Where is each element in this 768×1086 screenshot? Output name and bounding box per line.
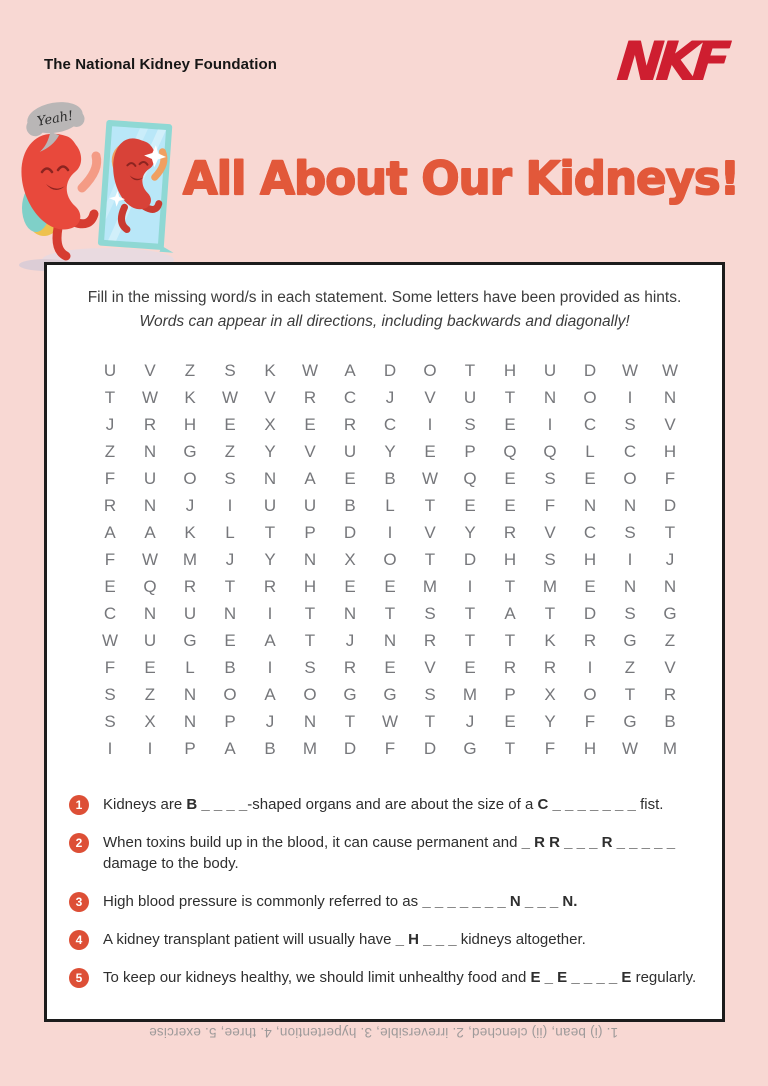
word-search-letter: T [504, 577, 516, 596]
word-search-letter: E [424, 442, 436, 461]
word-search-letter: E [344, 577, 356, 596]
word-search-letter: Y [464, 523, 476, 542]
word-search-letter: J [465, 712, 475, 731]
word-search-letter: T [264, 523, 276, 542]
word-search-letter: B [664, 712, 676, 731]
word-search-letter: T [424, 550, 436, 569]
word-search-letter: N [183, 712, 197, 731]
word-search-letter: S [544, 550, 556, 569]
word-search-letter: Z [224, 442, 236, 461]
word-search-letter: J [105, 415, 115, 434]
word-search-letter: C [583, 415, 597, 434]
word-search-letter: G [343, 685, 357, 704]
word-search-letter: R [143, 415, 157, 434]
statement-text: When toxins build up in the blood, it can cause permanent and _ R R _ _ _ R _ _ _ _ _ damage to the body. [103, 834, 676, 872]
word-search-letter: C [103, 604, 117, 623]
word-search-letter: G [663, 604, 677, 623]
word-search-letter: M [542, 577, 558, 596]
word-search-letter: N [303, 712, 317, 731]
word-search-letter: E [464, 658, 476, 677]
word-search-letter: U [143, 631, 157, 650]
word-search-letter: M [182, 550, 198, 569]
word-search-row [90, 546, 690, 573]
word-search-letter: H [583, 550, 597, 569]
word-search-letter: H [663, 442, 677, 461]
word-search-letter: S [424, 685, 436, 704]
word-search-letter: Y [264, 550, 276, 569]
word-search-letter: E [464, 496, 476, 515]
word-search-letter: D [383, 361, 397, 380]
word-search-letter: H [303, 577, 317, 596]
word-search-letter: V [144, 361, 156, 380]
page-title: All About Our Kidneys! [182, 152, 740, 205]
word-search-letter: N [663, 577, 677, 596]
word-search-letter: Q [543, 442, 557, 461]
word-search-letter: P [224, 712, 236, 731]
word-search-row [90, 600, 690, 627]
word-search-letter: P [304, 523, 316, 542]
word-search-letter: D [463, 550, 477, 569]
word-search-letter: N [143, 496, 157, 515]
word-search-letter: X [344, 550, 356, 569]
word-search-letter: V [424, 523, 436, 542]
word-search-letter: W [141, 388, 159, 407]
word-search-letter: T [344, 712, 356, 731]
statement-text: High blood pressure is commonly referred to as _ _ _ _ _ _ _ N _ _ _ N. [103, 893, 578, 910]
word-search-letter: U [183, 604, 197, 623]
statement-item [69, 967, 698, 988]
word-search-letter: G [463, 739, 477, 758]
word-search-letter: W [381, 712, 399, 731]
word-search-letter: I [547, 415, 553, 434]
word-search-row [90, 708, 690, 735]
word-search-letter: T [504, 739, 516, 758]
kidney-character [21, 134, 96, 256]
statement-item [69, 832, 698, 874]
word-search-letter: Z [664, 631, 676, 650]
word-search-letter: G [383, 685, 397, 704]
word-search-letter: S [624, 415, 636, 434]
word-search-letter: U [103, 361, 117, 380]
word-search-letter: E [224, 415, 236, 434]
word-search-letter: I [227, 496, 233, 515]
word-search-letter: R [663, 685, 677, 704]
word-search-letter: J [345, 631, 355, 650]
word-search-letter: E [384, 577, 396, 596]
word-search-letter: T [104, 388, 116, 407]
word-search-letter: X [144, 712, 156, 731]
word-search-letter: Y [264, 442, 276, 461]
answer-key [0, 1024, 768, 1042]
word-search-letter: I [387, 523, 393, 542]
word-search-letter: T [464, 361, 476, 380]
word-search-row [90, 519, 690, 546]
word-search-letter: L [185, 658, 195, 677]
word-search-letter: H [583, 739, 597, 758]
word-search-letter: N [383, 631, 397, 650]
word-search-letter: T [504, 388, 516, 407]
word-search-letter: N [223, 604, 237, 623]
word-search-letter: Q [463, 469, 477, 488]
word-search-letter: R [343, 415, 357, 434]
word-search-letter: R [503, 658, 517, 677]
word-search-letter: R [583, 631, 597, 650]
word-search-letter: L [385, 496, 395, 515]
word-search-letter: E [344, 469, 356, 488]
word-search-letter: E [504, 496, 516, 515]
word-search-letter: T [664, 523, 676, 542]
word-search-letter: P [464, 442, 476, 461]
word-search-letter: L [225, 523, 235, 542]
word-search-letter: E [584, 577, 596, 596]
word-search-letter: V [544, 523, 556, 542]
word-search-letter: A [264, 685, 276, 704]
word-search-letter: N [583, 496, 597, 515]
word-search-letter: V [664, 415, 676, 434]
word-search-letter: V [424, 658, 436, 677]
word-search-letter: F [104, 469, 116, 488]
word-search-letter: R [503, 523, 517, 542]
word-search-letter: A [224, 739, 236, 758]
word-search-letter: R [303, 388, 317, 407]
word-search-letter: E [224, 631, 236, 650]
word-search-letter: O [303, 685, 317, 704]
word-search-letter: D [663, 496, 677, 515]
word-search-letter: J [265, 712, 275, 731]
word-search-letter: F [664, 469, 676, 488]
word-search-letter: J [225, 550, 235, 569]
word-search-letter: D [583, 604, 597, 623]
word-search-letter: P [504, 685, 516, 704]
word-search-letter: G [183, 631, 197, 650]
word-search-letter: L [585, 442, 595, 461]
word-search-letter: T [544, 604, 556, 623]
word-search-letter: D [343, 739, 357, 758]
instructions [47, 286, 722, 334]
word-search-letter: R [183, 577, 197, 596]
word-search-row [90, 573, 690, 600]
word-search-letter: C [583, 523, 597, 542]
word-search-letter: R [343, 658, 357, 677]
word-search-letter: E [304, 415, 316, 434]
word-search-letter: S [224, 469, 236, 488]
word-search-row [90, 438, 690, 465]
word-search-row [90, 627, 690, 654]
word-search-letter: U [463, 388, 477, 407]
word-search-letter: O [423, 361, 437, 380]
word-search-letter: R [103, 496, 117, 515]
word-search-letter: E [504, 712, 516, 731]
word-search-letter: U [343, 442, 357, 461]
word-search-letter: M [662, 739, 678, 758]
word-search-letter: I [467, 577, 473, 596]
word-search-letter: G [623, 712, 637, 731]
word-search-letter: V [264, 388, 276, 407]
word-search-letter: I [627, 550, 633, 569]
word-search-letter: B [224, 658, 236, 677]
word-search-letter: H [503, 361, 517, 380]
word-search-letter: T [624, 685, 636, 704]
statement-text: To keep our kidneys healthy, we should limit unhealthy food and E _ E _ _ _ _ E regularly. [103, 969, 697, 986]
word-search-letter: Q [143, 577, 157, 596]
word-search-letter: E [144, 658, 156, 677]
word-search-letter: S [424, 604, 436, 623]
word-search-letter: T [304, 604, 316, 623]
statement-number-badge: 4 [69, 930, 89, 950]
word-search-letter: U [143, 469, 157, 488]
word-search-letter: T [424, 496, 436, 515]
word-search-letter: M [302, 739, 318, 758]
statement-item [69, 929, 698, 950]
word-search-letter: O [223, 685, 237, 704]
word-search-letter: E [504, 415, 516, 434]
word-search-letter: J [385, 388, 395, 407]
word-search-letter: I [627, 388, 633, 407]
word-search-letter: C [343, 388, 357, 407]
word-search-letter: Y [544, 712, 556, 731]
word-search-letter: I [427, 415, 433, 434]
word-search-letter: Y [384, 442, 396, 461]
word-search-letter: F [104, 550, 116, 569]
word-search-letter: U [263, 496, 277, 515]
word-search-letter: J [665, 550, 675, 569]
org-name: The National Kidney Foundation [44, 56, 277, 73]
word-search-letter: Q [503, 442, 517, 461]
word-search-letter: X [544, 685, 556, 704]
word-search-row [90, 735, 690, 762]
word-search-letter: N [303, 550, 317, 569]
statement-number-badge: 3 [69, 892, 89, 912]
statements-list [69, 794, 698, 1005]
word-search-letter: F [544, 739, 556, 758]
word-search-letter: A [344, 361, 356, 380]
word-search-letter: S [224, 361, 236, 380]
word-search-letter: W [301, 361, 319, 380]
word-search-letter: O [583, 685, 597, 704]
word-search-letter: Z [104, 442, 116, 461]
word-search-letter: I [147, 739, 153, 758]
statement-number-badge: 1 [69, 795, 89, 815]
word-search-letter: T [464, 631, 476, 650]
speech-bubble-text: Yeah! [35, 108, 75, 130]
word-search-letter: N [143, 442, 157, 461]
word-search-letter: G [623, 631, 637, 650]
word-search-letter: O [623, 469, 637, 488]
word-search-letter: S [104, 685, 116, 704]
word-search-letter: G [183, 442, 197, 461]
word-search-letter: F [384, 739, 396, 758]
worksheet-box [44, 262, 725, 1022]
word-search-letter: N [623, 577, 637, 596]
word-search-letter: C [383, 415, 397, 434]
word-search-letter: K [544, 631, 556, 650]
word-search-letter: O [183, 469, 197, 488]
word-search-letter: H [183, 415, 197, 434]
instructions-line2: Words can appear in all directions, including backwards and diagonally! [139, 313, 630, 330]
word-search-letter: W [621, 739, 639, 758]
word-search-letter: W [621, 361, 639, 380]
word-search-row [90, 411, 690, 438]
word-search-letter: T [424, 712, 436, 731]
word-search-letter: R [543, 658, 557, 677]
word-search-letter: A [304, 469, 316, 488]
word-search-letter: S [464, 415, 476, 434]
word-search-letter: S [304, 658, 316, 677]
word-search-letter: P [184, 739, 196, 758]
word-search-letter: K [184, 523, 196, 542]
word-search-letter: T [464, 604, 476, 623]
word-search-letter: V [304, 442, 316, 461]
word-search-letter: C [623, 442, 637, 461]
nkf-logo: NKF [614, 30, 728, 93]
word-search-row [90, 384, 690, 411]
word-search-letter: Z [184, 361, 196, 380]
word-search-letter: N [663, 388, 677, 407]
word-search-letter: R [263, 577, 277, 596]
word-search-letter: D [423, 739, 437, 758]
word-search-letter: N [183, 685, 197, 704]
word-search-letter: I [267, 658, 273, 677]
word-search-letter: B [344, 496, 356, 515]
word-search-letter: O [583, 388, 597, 407]
word-search-letter: E [584, 469, 596, 488]
word-search-letter: B [264, 739, 276, 758]
statement-text: A kidney transplant patient will usually have _ H _ _ _ kidneys altogether. [103, 931, 586, 948]
word-search-letter: R [423, 631, 437, 650]
word-search-letter: W [101, 631, 119, 650]
statement-item [69, 891, 698, 912]
word-search-letter: E [384, 658, 396, 677]
word-search-letter: O [383, 550, 397, 569]
word-search-letter: I [267, 604, 273, 623]
word-search-letter: S [544, 469, 556, 488]
word-search-letter: U [543, 361, 557, 380]
word-search-letter: N [263, 469, 277, 488]
word-search-row [90, 357, 690, 384]
word-search-letter: N [623, 496, 637, 515]
word-search-letter: T [224, 577, 236, 596]
word-search-row [90, 654, 690, 681]
word-search-letter: D [343, 523, 357, 542]
word-search-letter: K [184, 388, 196, 407]
word-search-letter: F [104, 658, 116, 677]
word-search-row [90, 492, 690, 519]
word-search-letter: X [264, 415, 276, 434]
word-search-row [90, 465, 690, 492]
word-search-letter: I [107, 739, 113, 758]
word-search-grid [90, 357, 690, 762]
statement-number-badge: 5 [69, 968, 89, 988]
word-search-letter: F [584, 712, 596, 731]
word-search-letter: S [624, 604, 636, 623]
word-search-letter: N [143, 604, 157, 623]
word-search-letter: A [504, 604, 516, 623]
word-search-letter: V [424, 388, 436, 407]
word-search-letter: Z [144, 685, 156, 704]
instructions-line1: Fill in the missing word/s in each statement. Some letters have been provided as hints. [87, 289, 682, 306]
word-search-letter: M [422, 577, 438, 596]
word-search-letter: A [144, 523, 156, 542]
word-search-letter: B [384, 469, 396, 488]
word-search-letter: K [264, 361, 276, 380]
word-search-letter: V [664, 658, 676, 677]
word-search-letter: W [141, 550, 159, 569]
statement-item [69, 794, 698, 815]
statement-number-badge: 2 [69, 833, 89, 853]
word-search-letter: T [384, 604, 396, 623]
word-search-letter: E [104, 577, 116, 596]
answer-key-text: 1. (i) bean, (ii) clenched, 2. irreversible, 3. hypertention, 4. three, 5. exercise [149, 1025, 619, 1040]
word-search-letter: W [661, 361, 679, 380]
word-search-letter: A [264, 631, 276, 650]
word-search-letter: D [583, 361, 597, 380]
word-search-letter: N [343, 604, 357, 623]
word-search-letter: Z [624, 658, 636, 677]
word-search-letter: I [587, 658, 593, 677]
word-search-letter: F [544, 496, 556, 515]
word-search-letter: S [624, 523, 636, 542]
word-search-letter: S [104, 712, 116, 731]
word-search-letter: H [503, 550, 517, 569]
kidney-mirror-illustration [8, 96, 184, 274]
word-search-letter: J [185, 496, 195, 515]
word-search-letter: T [304, 631, 316, 650]
word-search-letter: A [104, 523, 116, 542]
word-search-row [90, 681, 690, 708]
word-search-letter: T [504, 631, 516, 650]
statement-text: Kidneys are B _ _ _ _-shaped organs and are about the size of a C _ _ _ _ _ _ _ fist. [103, 796, 664, 813]
word-search-letter: E [504, 469, 516, 488]
word-search-letter: M [462, 685, 478, 704]
word-search-letter: W [221, 388, 239, 407]
word-search-letter: U [303, 496, 317, 515]
word-search-letter: N [543, 388, 557, 407]
word-search-letter: W [421, 469, 439, 488]
